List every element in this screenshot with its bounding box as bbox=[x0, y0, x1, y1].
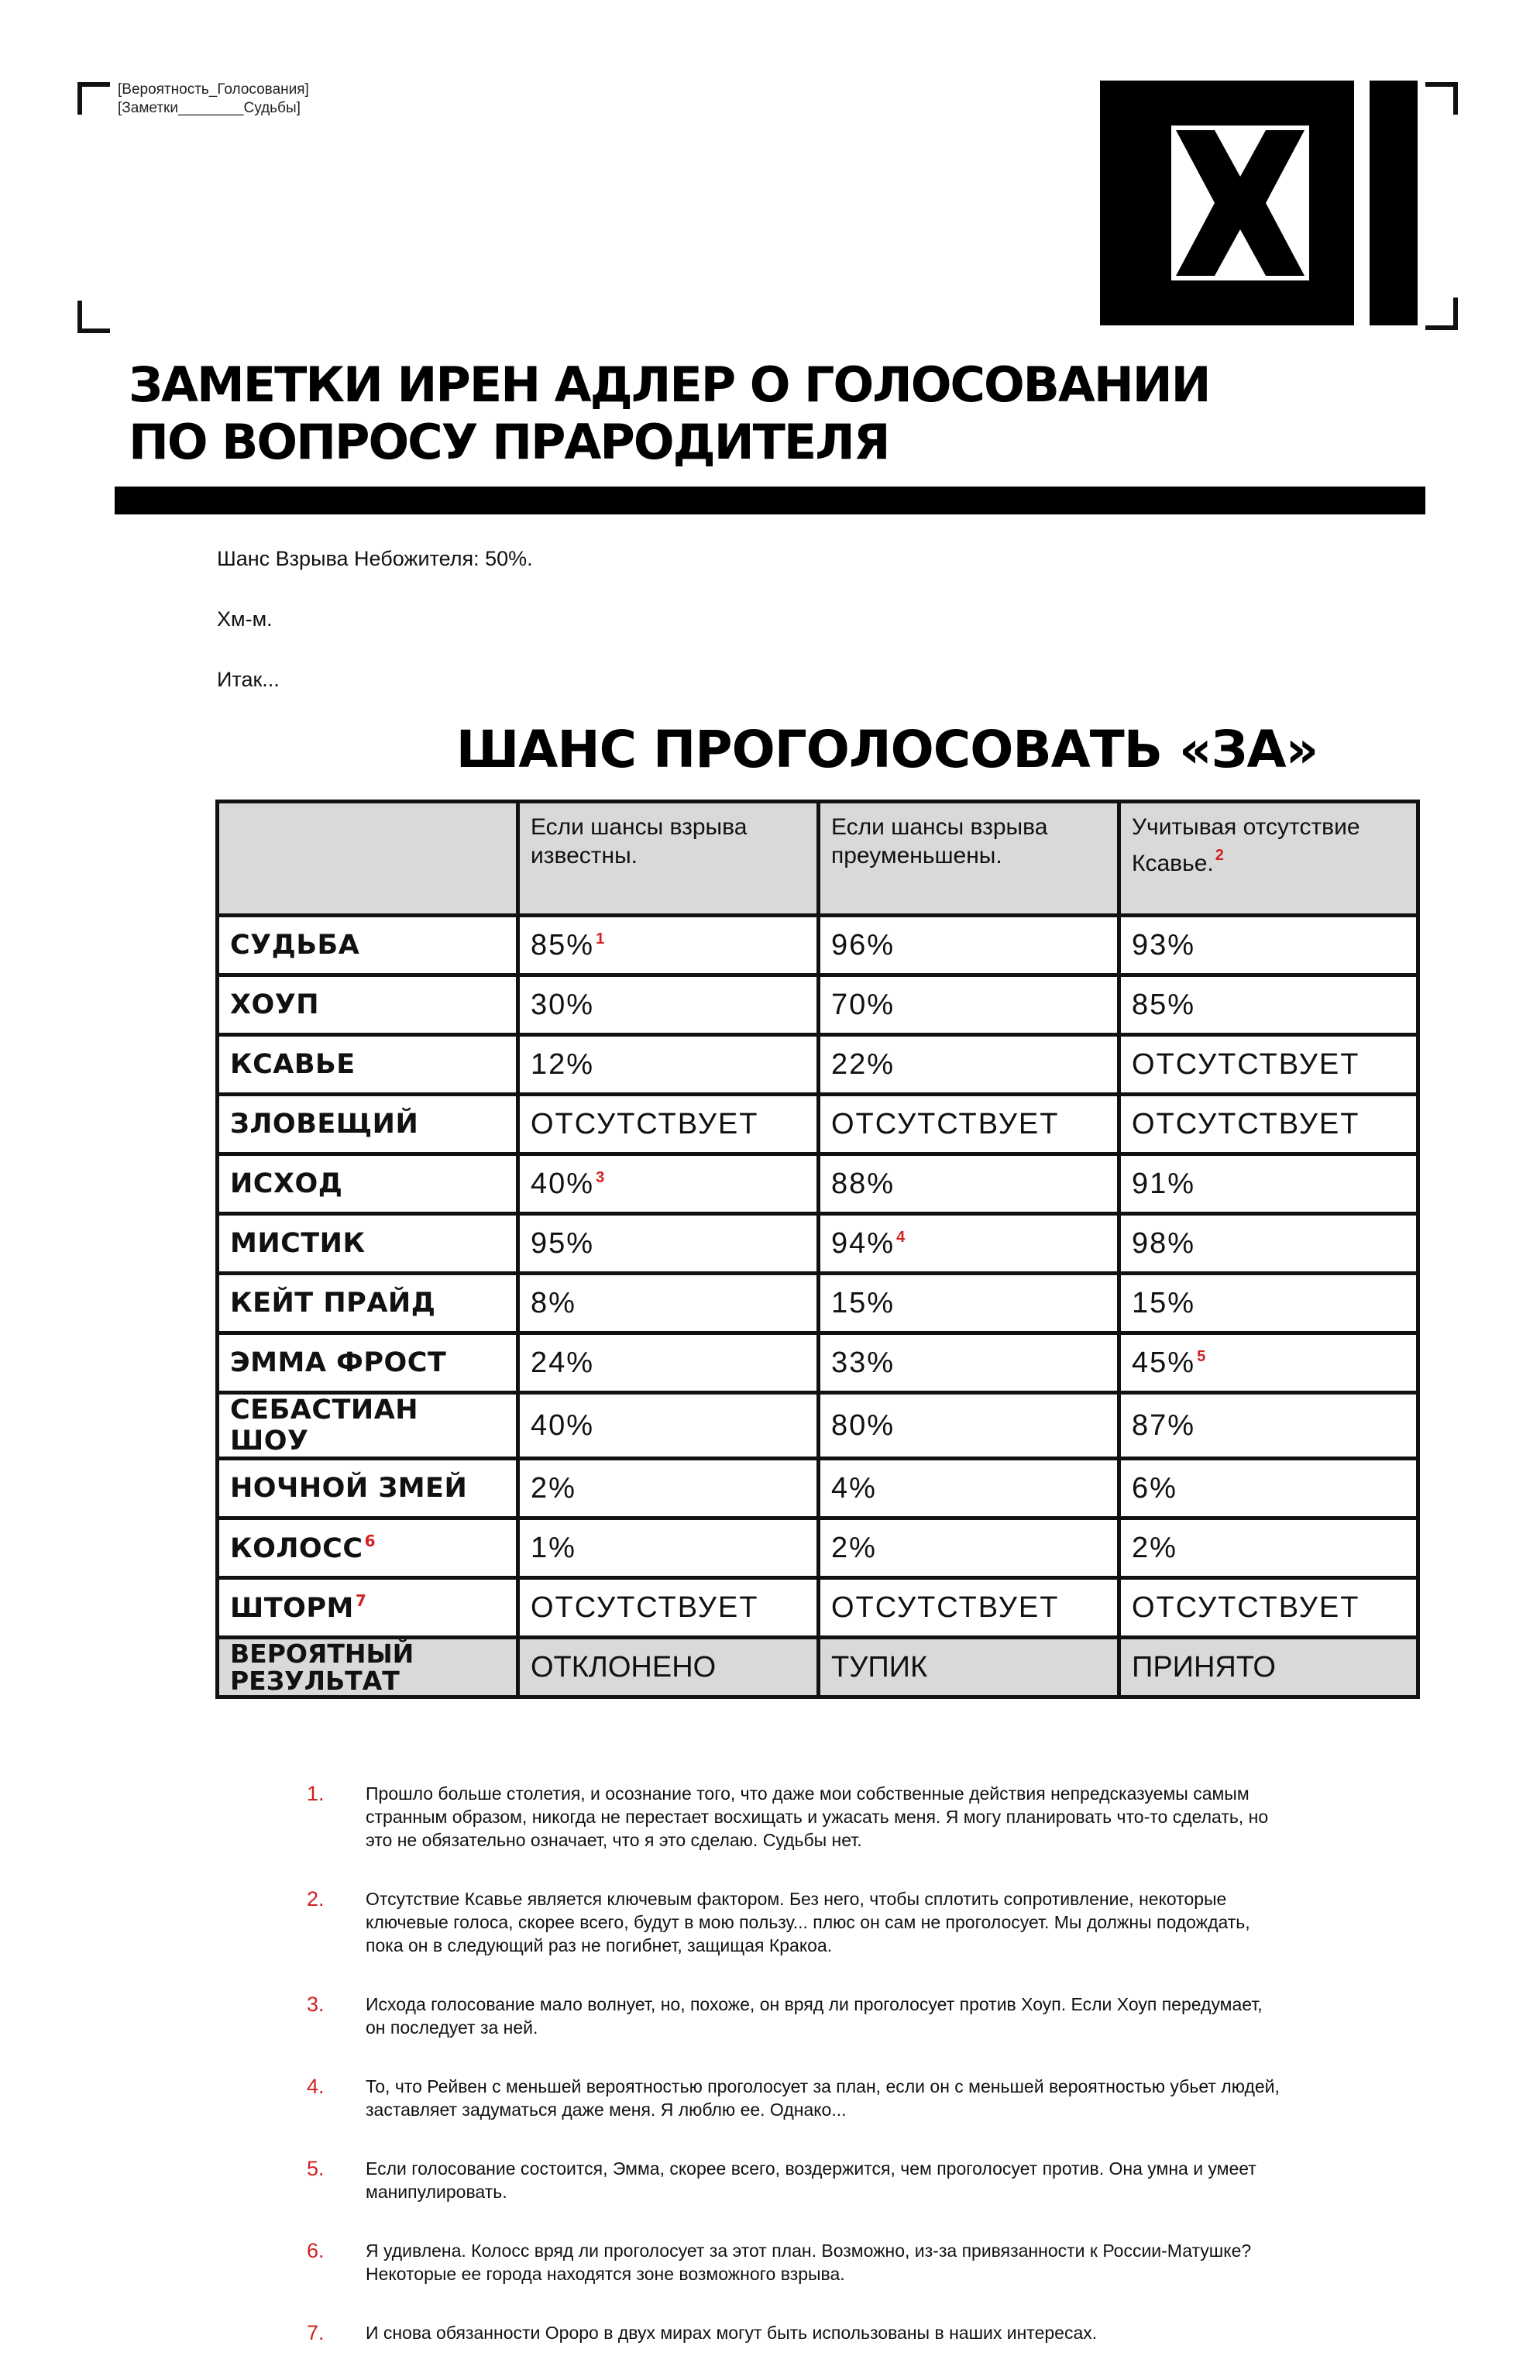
table-row bbox=[218, 1274, 1418, 1333]
voter-name-cell bbox=[218, 1214, 518, 1274]
vote-chance-value: ОТСУТСТВУЕТ bbox=[1132, 1047, 1360, 1081]
footnote-item bbox=[307, 2075, 1283, 2121]
footnote-ref: 3 bbox=[596, 1168, 605, 1186]
footnote-item bbox=[307, 1887, 1283, 1957]
vote-chance-value: ОТСУТСТВУЕТ bbox=[531, 1107, 759, 1140]
table-row bbox=[218, 1095, 1418, 1154]
footnote-text: Если голосование состоится, Эмма, скорее всего, воздержится, чем проголосует против. Она умна и умеет манипулировать. bbox=[366, 2158, 1256, 2202]
vote-chance-value: 85% bbox=[1132, 988, 1196, 1021]
table-column-header bbox=[819, 802, 1119, 916]
voter-name: ХОУП bbox=[230, 989, 320, 1020]
footnote-number: 7. bbox=[307, 2321, 325, 2344]
column-header-label: Учитывая отсутствие Ксавье. bbox=[1132, 814, 1360, 876]
result-value: ОТКЛОНЕНО bbox=[518, 1638, 819, 1697]
table-result-row bbox=[218, 1638, 1418, 1697]
vote-chance-cell bbox=[1119, 1459, 1418, 1518]
vote-chance-cell bbox=[518, 916, 819, 975]
footnote-item bbox=[307, 2157, 1283, 2203]
footnote-text: Я удивлена. Колосс вряд ли проголосует за этот план. Возможно, из-за привязанности к России-Матушке? Некоторые ее города находятся зоне возможного взрыва. bbox=[366, 2241, 1252, 2284]
vote-chance-value: 87% bbox=[1132, 1408, 1196, 1442]
intro-line-2: Хм-м. bbox=[217, 607, 273, 631]
footnote-number: 4. bbox=[307, 2075, 325, 2098]
vote-chance-value: 30% bbox=[531, 988, 595, 1021]
vote-chance-cell bbox=[1119, 1095, 1418, 1154]
voter-name: КОЛОСС bbox=[230, 1533, 363, 1564]
footnote-ref: 1 bbox=[596, 930, 605, 948]
vote-chance-cell bbox=[518, 1333, 819, 1393]
vote-chance-value: 88% bbox=[831, 1167, 895, 1200]
voter-name-cell bbox=[218, 1578, 518, 1638]
vote-chance-cell bbox=[518, 1154, 819, 1214]
vote-chance-cell bbox=[518, 1518, 819, 1578]
frame-corner-bottom-left bbox=[77, 301, 110, 333]
vote-chance-value: 95% bbox=[531, 1226, 595, 1260]
vote-chance-value: 96% bbox=[831, 928, 895, 961]
vote-chance-value: ОТСУТСТВУЕТ bbox=[1132, 1591, 1360, 1624]
footnote-number: 2. bbox=[307, 1887, 325, 1911]
voter-name-cell bbox=[218, 1154, 518, 1214]
vote-chance-cell bbox=[1119, 1214, 1418, 1274]
vote-chance-table bbox=[215, 800, 1420, 1699]
table-row bbox=[218, 1154, 1418, 1214]
footnote-text: Прошло больше столетия, и осознание того, что даже мои собственные действия непредсказуемы самым странным образом, никогда не перестает восхищать и ужасать меня. Я могу планировать что-то сделать, но это не обязательно означает, что я это сделаю. Судьбы нет. bbox=[366, 1783, 1269, 1850]
table-column-header bbox=[518, 802, 819, 916]
vote-chance-cell bbox=[819, 1393, 1119, 1459]
vote-chance-cell bbox=[819, 1578, 1119, 1638]
result-value: ТУПИК bbox=[819, 1638, 1119, 1697]
vote-chance-value: 40% bbox=[531, 1167, 595, 1200]
vote-chance-cell bbox=[819, 1274, 1119, 1333]
vote-chance-cell bbox=[819, 1154, 1119, 1214]
vote-chance-cell bbox=[819, 1333, 1119, 1393]
table-row bbox=[218, 1393, 1418, 1459]
footnote-text: Отсутствие Ксавье является ключевым фактором. Без него, чтобы сплотить сопротивление, некоторые ключевые голоса, скорее всего, будут в мою пользу... плюс он сам не проголосует. Мы должны подождать, пока он в следующий раз не погибнет, защищая Кракоа. bbox=[366, 1889, 1250, 1955]
vote-chance-value: ОТСУТСТВУЕТ bbox=[531, 1591, 759, 1624]
vote-chance-value: ОТСУТСТВУЕТ bbox=[831, 1107, 1060, 1140]
vote-chance-cell bbox=[1119, 1035, 1418, 1095]
table-title: ШАНС ПРОГОЛОСОВАТЬ «ЗА» bbox=[455, 720, 1318, 779]
vote-chance-value: 93% bbox=[1132, 928, 1196, 961]
table-row bbox=[218, 916, 1418, 975]
frame-corner-top-left bbox=[77, 82, 110, 115]
voter-name: СУДЬБА bbox=[230, 930, 360, 961]
vote-chance-value: ОТСУТСТВУЕТ bbox=[1132, 1107, 1360, 1140]
voter-name: НОЧНОЙ ЗМЕЙ bbox=[230, 1473, 468, 1504]
table-header-row bbox=[218, 802, 1418, 916]
vote-chance-value: 15% bbox=[1132, 1286, 1196, 1319]
vote-chance-value: 12% bbox=[531, 1047, 595, 1081]
vote-chance-cell bbox=[518, 1274, 819, 1333]
vote-chance-cell bbox=[1119, 1393, 1418, 1459]
voter-name-cell bbox=[218, 1035, 518, 1095]
footnote-ref: 4 bbox=[896, 1228, 906, 1246]
voter-name: КСАВЬЕ bbox=[230, 1049, 356, 1080]
footnote-ref: 5 bbox=[1197, 1347, 1206, 1365]
vote-chance-cell bbox=[518, 1035, 819, 1095]
vote-chance-value: 98% bbox=[1132, 1226, 1196, 1260]
header-tag-line-1: [Вероятность_Голосования] bbox=[118, 81, 309, 98]
table-row bbox=[218, 1035, 1418, 1095]
vote-chance-value: 85% bbox=[531, 928, 595, 961]
vote-chance-cell bbox=[819, 916, 1119, 975]
intro-line-1: Шанс Взрыва Небожителя: 50%. bbox=[217, 547, 533, 570]
footnote-item bbox=[307, 1782, 1283, 1852]
voter-name: ЭММА ФРОСТ bbox=[230, 1347, 447, 1378]
voter-name: МИСТИК bbox=[230, 1228, 366, 1259]
vote-chance-cell bbox=[518, 1095, 819, 1154]
vote-chance-value: 6% bbox=[1132, 1471, 1177, 1505]
voter-name-cell bbox=[218, 1274, 518, 1333]
vote-chance-value: 45% bbox=[1132, 1346, 1196, 1379]
page-title bbox=[129, 356, 1210, 471]
footnote-text: Исхода голосование мало волнует, но, похоже, он вряд ли проголосует против Хоуп. Если Хоуп передумает, он последует за ней. bbox=[366, 1994, 1263, 2038]
vote-chance-value: 80% bbox=[831, 1408, 895, 1442]
vote-chance-value: ОТСУТСТВУЕТ bbox=[831, 1591, 1060, 1624]
vote-chance-cell bbox=[518, 975, 819, 1035]
vote-chance-value: 22% bbox=[831, 1047, 895, 1081]
result-value: ПРИНЯТО bbox=[1119, 1638, 1418, 1697]
footnote-ref: 6 bbox=[364, 1532, 376, 1550]
voter-name: ШТОРМ bbox=[230, 1593, 354, 1624]
table-column-header bbox=[1119, 802, 1418, 916]
footnote-text: То, что Рейвен с меньшей вероятностью проголосует за план, если он с меньшей вероятностью убьет людей, заставляет задуматься даже меня. Я люблю ее. Однако... bbox=[366, 2076, 1280, 2120]
voter-name: ИСХОД bbox=[230, 1168, 343, 1199]
page-title-line-1: ЗАМЕТКИ ИРЕН АДЛЕР О ГОЛОСОВАНИИ bbox=[129, 356, 1210, 413]
vote-chance-cell bbox=[518, 1578, 819, 1638]
footnote-text: И снова обязанности Ороро в двух мирах могут быть использованы в наших интересах. bbox=[366, 2323, 1098, 2343]
header-tag bbox=[118, 81, 309, 118]
table-row bbox=[218, 1214, 1418, 1274]
table-row bbox=[218, 1518, 1418, 1578]
vote-chance-value: 2% bbox=[531, 1471, 576, 1505]
table-row bbox=[218, 1333, 1418, 1393]
vote-chance-value: 94% bbox=[831, 1226, 895, 1260]
voter-name-cell bbox=[218, 1518, 518, 1578]
footnote-ref: 2 bbox=[1215, 847, 1224, 864]
intro-line-3: Итак... bbox=[217, 668, 280, 691]
vote-chance-cell bbox=[819, 1214, 1119, 1274]
voter-name: СЕБАСТИАН ШОУ bbox=[230, 1395, 419, 1457]
vote-chance-cell bbox=[518, 1214, 819, 1274]
vote-chance-cell bbox=[1119, 1154, 1418, 1214]
page-title-line-2: ПО ВОПРОСУ ПРАРОДИТЕЛЯ bbox=[129, 414, 889, 470]
vote-chance-value: 1% bbox=[531, 1531, 576, 1564]
vote-chance-cell bbox=[518, 1393, 819, 1459]
vote-chance-cell bbox=[819, 975, 1119, 1035]
vote-chance-value: 24% bbox=[531, 1346, 595, 1379]
column-header-label: Если шансы взрыва известны. bbox=[531, 814, 748, 868]
column-header-label: Если шансы взрыва преуменьшены. bbox=[831, 814, 1048, 868]
frame-corner-top-right bbox=[1425, 82, 1458, 115]
footnote-number: 1. bbox=[307, 1782, 325, 1805]
vote-chance-cell bbox=[1119, 1518, 1418, 1578]
frame-corner-bottom-right bbox=[1425, 298, 1458, 330]
vote-chance-value: 33% bbox=[831, 1346, 895, 1379]
voter-name-cell bbox=[218, 1095, 518, 1154]
voter-name-cell bbox=[218, 1333, 518, 1393]
voter-name: КЕЙТ ПРАЙД bbox=[230, 1288, 436, 1319]
vote-chance-value: 4% bbox=[831, 1471, 877, 1505]
voter-name-cell bbox=[218, 1459, 518, 1518]
vote-chance-value: 15% bbox=[831, 1286, 895, 1319]
vote-chance-cell bbox=[819, 1518, 1119, 1578]
table-row bbox=[218, 975, 1418, 1035]
footnotes bbox=[307, 1782, 1283, 2380]
vote-chance-value: 2% bbox=[1132, 1531, 1177, 1564]
table-row bbox=[218, 1578, 1418, 1638]
vote-chance-value: 2% bbox=[831, 1531, 877, 1564]
vote-chance-cell bbox=[1119, 1578, 1418, 1638]
vote-chance-cell bbox=[1119, 916, 1418, 975]
vote-chance-value: 91% bbox=[1132, 1167, 1196, 1200]
result-label: ВЕРОЯТНЫЙ РЕЗУЛЬТАТ bbox=[218, 1638, 518, 1697]
vote-chance-cell bbox=[1119, 975, 1418, 1035]
vote-chance-cell bbox=[819, 1035, 1119, 1095]
footnote-number: 6. bbox=[307, 2239, 325, 2262]
title-divider-bar bbox=[115, 487, 1425, 514]
vote-chance-cell bbox=[518, 1459, 819, 1518]
vote-chance-cell bbox=[819, 1459, 1119, 1518]
footnote-item bbox=[307, 1993, 1283, 2039]
voter-name: ЗЛОВЕЩИЙ bbox=[230, 1109, 419, 1140]
header-tag-line-2: [Заметки________Судьбы] bbox=[118, 100, 301, 116]
footnote-item bbox=[307, 2239, 1283, 2285]
table-row bbox=[218, 1459, 1418, 1518]
vote-chance-cell bbox=[819, 1095, 1119, 1154]
vote-chance-cell bbox=[1119, 1333, 1418, 1393]
vote-chance-value: 40% bbox=[531, 1408, 595, 1442]
voter-name-cell bbox=[218, 975, 518, 1035]
table-header-corner bbox=[218, 802, 518, 916]
footnote-number: 5. bbox=[307, 2157, 325, 2180]
voter-name-cell bbox=[218, 1393, 518, 1459]
x-logo-icon bbox=[1100, 81, 1418, 325]
vote-chance-value: 70% bbox=[831, 988, 895, 1021]
vote-chance-value: 8% bbox=[531, 1286, 576, 1319]
vote-chance-cell bbox=[1119, 1274, 1418, 1333]
footnote-ref: 7 bbox=[355, 1591, 366, 1610]
footnote-number: 3. bbox=[307, 1993, 325, 2016]
footnote-item bbox=[307, 2321, 1283, 2344]
voter-name-cell bbox=[218, 916, 518, 975]
